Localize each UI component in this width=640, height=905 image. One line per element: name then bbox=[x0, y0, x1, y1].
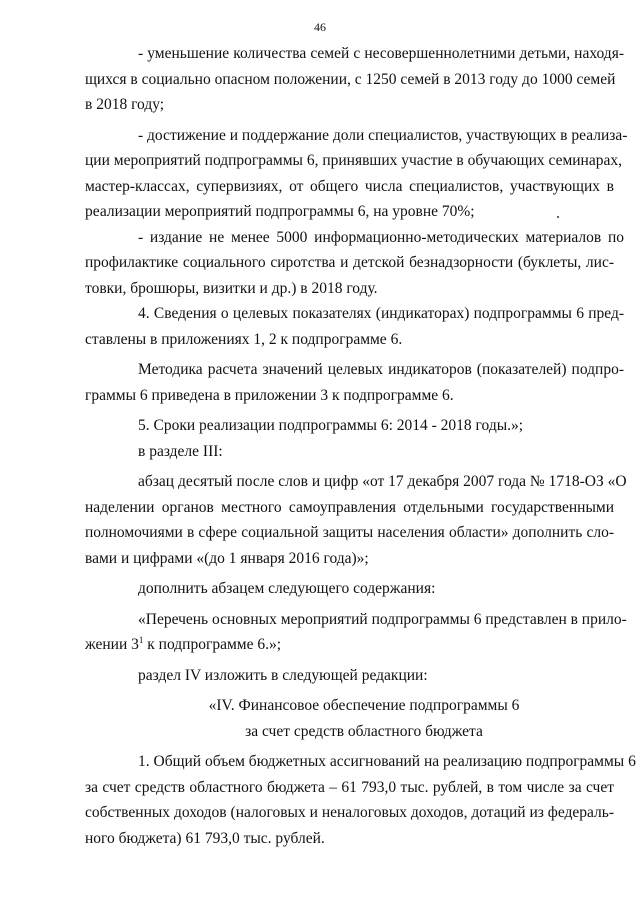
text-line-content: ного бюджета) 61 793,0 тыс. рублей. bbox=[85, 829, 325, 847]
text-line-content: ции мероприятий подпрограммы 6, принявших участие в обучающих семинарах, bbox=[85, 152, 622, 169]
text-line-content: абзац десятый после слов и цифр «от 17 декабря 2007 года № 1718-ОЗ «О bbox=[138, 473, 627, 490]
text-line bbox=[128, 749, 636, 775]
text-line-content: товки, брошюры, визитки и др.) в 2018 году. bbox=[85, 279, 378, 297]
text-line-content: жении 3 bbox=[85, 636, 139, 653]
text-line bbox=[85, 250, 614, 276]
text-line bbox=[85, 520, 614, 546]
text-line-content: наделении органов местного самоуправления отдельными государственными bbox=[85, 498, 614, 516]
text-line bbox=[128, 357, 624, 383]
text-line-content: - издание не менее 5000 информационно-методических материалов по bbox=[138, 228, 624, 246]
text-line bbox=[85, 148, 622, 174]
text-line bbox=[85, 276, 614, 302]
text-line-content: Методика расчета значений целевых индикаторов (показателей) подпро- bbox=[138, 361, 624, 378]
text-line-content: 1. Общий объем бюджетных ассигнований на реализацию подпрограммы 6 bbox=[138, 753, 636, 770]
text-line-tail: к подпрограмме 6.»; bbox=[143, 636, 282, 653]
text-line bbox=[128, 41, 624, 67]
text-line bbox=[85, 826, 614, 852]
text-line bbox=[85, 775, 614, 801]
text-line-content: щихся в социально опасном положении, с 1250 семей в 2013 году до 1000 семей bbox=[85, 70, 616, 88]
text-line-content: 4. Сведения о целевых показателях (индикаторах) подпрограммы 6 пред- bbox=[138, 305, 624, 322]
text-line bbox=[85, 327, 614, 353]
text-line bbox=[128, 301, 624, 327]
text-line-content: ставлены в приложениях 1, 2 к подпрограмме 6. bbox=[85, 330, 403, 348]
text-line bbox=[85, 67, 614, 93]
text-line bbox=[154, 693, 574, 719]
text-line-content: собственных доходов (налоговых и неналоговых доходов, дотаций из федераль- bbox=[85, 804, 614, 821]
text-line bbox=[128, 576, 624, 602]
text-line bbox=[85, 495, 614, 521]
text-line bbox=[128, 123, 628, 149]
text-line-content: раздел IV изложить в следующей редакции: bbox=[138, 666, 428, 684]
text-line bbox=[85, 199, 614, 225]
superscript: 1 bbox=[138, 635, 144, 645]
text-line-content: за счет средств областного бюджета bbox=[245, 722, 483, 740]
page-number: 46 bbox=[314, 20, 326, 34]
text-line-content: «IV. Финансовое обеспечение подпрограммы 6 bbox=[208, 697, 520, 714]
text-line-content: 5. Сроки реализации подпрограммы 6: 2014 - 2018 годы.»; bbox=[138, 417, 524, 434]
text-line bbox=[85, 546, 614, 572]
text-line-content: профилактике социального сиротства и детской безнадзорности (буклеты, лис- bbox=[85, 254, 614, 271]
text-line-content: - достижение и поддержание доли специалистов, участвующих в реализа- bbox=[138, 126, 628, 144]
text-line bbox=[85, 383, 614, 409]
text-line bbox=[128, 413, 624, 439]
text-line bbox=[128, 607, 627, 633]
text-line-content: дополнить абзацем следующего содержания: bbox=[138, 580, 436, 597]
text-line bbox=[85, 174, 614, 200]
text-line-content: полномочиями в сфере социальной защиты населения области» дополнить сло- bbox=[85, 524, 614, 541]
text-line-content: граммы 6 приведена в приложении 3 к подпрограмме 6. bbox=[85, 386, 454, 404]
text-line-content: за счет средств областного бюджета – 61 793,0 тыс. рублей, в том числе за счет bbox=[85, 778, 614, 796]
text-line bbox=[128, 439, 624, 465]
text-line bbox=[85, 92, 614, 118]
text-line-content: мастер-классах, супервизиях, от общего числа специалистов, участвующих в bbox=[85, 177, 614, 195]
document-body bbox=[85, 41, 636, 851]
text-line bbox=[154, 719, 574, 745]
text-line-content: в 2018 году; bbox=[85, 96, 165, 113]
text-line bbox=[85, 632, 614, 658]
text-line-content: «Перечень основных мероприятий подпрограммы 6 представлен в прило- bbox=[138, 610, 627, 628]
text-line-content: в разделе III: bbox=[138, 442, 223, 460]
text-line bbox=[128, 469, 627, 495]
text-line bbox=[85, 800, 614, 826]
text-line-content: реализации мероприятий подпрограммы 6, на уровне 70%; bbox=[85, 203, 475, 220]
text-line bbox=[128, 225, 624, 251]
text-line-content: - уменьшение количества семей с несовершеннолетними детьми, находя- bbox=[138, 45, 624, 62]
text-line bbox=[128, 663, 624, 689]
text-line-content: вами и цифрами «(до 1 января 2016 года)»; bbox=[85, 549, 369, 567]
